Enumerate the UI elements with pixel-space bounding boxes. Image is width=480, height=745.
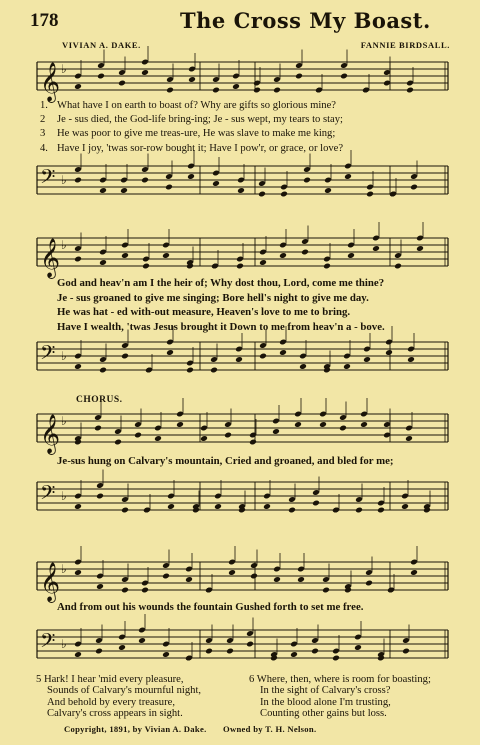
verse-line-3: 3 He was poor to give me treas-ure, He was slave to make me king; [40, 128, 336, 140]
svg-text:𝄞: 𝄞 [40, 62, 61, 102]
composer-credit: FANNIE BIRDSALL. [360, 40, 450, 50]
svg-text:𝄞: 𝄞 [40, 238, 61, 278]
staff-system-4-bass [0, 622, 480, 666]
chorus-line-2: And from out his wounds the fountain Gushed forth to set me free. [57, 601, 364, 613]
chorus-line-1: Je-sus hung on Calvary's mountain, Cried and groaned, and bled for me; [57, 455, 394, 467]
verse-line-4: 4. Have I joy, 'twas sor-row bought it; Have I pow'r, or grace, or love? [40, 142, 344, 154]
svg-text:𝄢: 𝄢 [40, 165, 56, 193]
hymn-title: The Cross My Boast. [180, 8, 431, 33]
svg-text:𝄢: 𝄢 [40, 341, 56, 369]
svg-text:𝄢: 𝄢 [40, 481, 56, 509]
owner-notice: Owned by T. H. Nelson. [222, 724, 317, 734]
stanza-6: 6 Where, then, where is room for boasting; In the sight of Calvary's cross? In the blood alone I'm trusting, Counting other gains but loss. [249, 674, 431, 720]
svg-text:♭: ♭ [61, 562, 67, 577]
verse2-line-2: Je - sus groaned to give me singing; Bore hell's night to give me day. [57, 291, 369, 304]
svg-text:𝄢: 𝄢 [40, 629, 56, 657]
staff-system-1-treble [0, 54, 480, 102]
svg-text:♭: ♭ [61, 489, 67, 504]
staff-system-1-bass [0, 158, 480, 202]
verse-lyrics-block-1 [40, 99, 460, 156]
page-footer [64, 724, 330, 734]
svg-text:𝄞: 𝄞 [40, 414, 61, 454]
verse-lyrics-block-2 [57, 276, 467, 334]
staff-system-3-treble [0, 406, 480, 454]
svg-text:♭: ♭ [61, 349, 67, 364]
svg-text:♭: ♭ [61, 173, 67, 188]
chorus-label: CHORUS. [76, 395, 123, 405]
svg-text:𝄞: 𝄞 [40, 562, 61, 602]
staff-system-3-bass [0, 474, 480, 518]
verse-line-2: 2 Je - sus died, the God-life bring-ing; Je - sus wept, my tears to stay; [40, 114, 343, 126]
copyright-notice: Copyright, 1891, by Vivian A. Dake. [64, 724, 207, 734]
verse2-line-1: God and heav'n am I the heir of; Why dost thou, Lord, come me thine? [57, 277, 385, 289]
lyricist-credit: VIVIAN A. DAKE. [62, 40, 141, 50]
svg-text:♭: ♭ [61, 238, 67, 253]
svg-text:♭: ♭ [61, 414, 67, 429]
staff-system-2-treble [0, 230, 480, 278]
svg-text:♭: ♭ [61, 62, 67, 77]
stanza-5: 5 Hark! I hear 'mid every pleasure, Sounds of Calvary's mournful night, And behold by every treasure, Calvary's cross appears in sight. [36, 674, 202, 720]
staff-system-4-treble [0, 554, 480, 602]
hymn-number: 178 [30, 10, 59, 31]
verse-line-1: 1. What have I on earth to boast of? Why are gifts so glorious mine? [40, 100, 336, 111]
staff-system-2-bass [0, 334, 480, 378]
verse2-line-3: He was hat - ed with-out measure, Heaven's love to me to bring. [57, 306, 351, 319]
verse2-line-4: Have I wealth, 'twas Jesus brought it Down to me from heav'n a - bove. [57, 320, 385, 333]
svg-text:♭: ♭ [61, 637, 67, 652]
